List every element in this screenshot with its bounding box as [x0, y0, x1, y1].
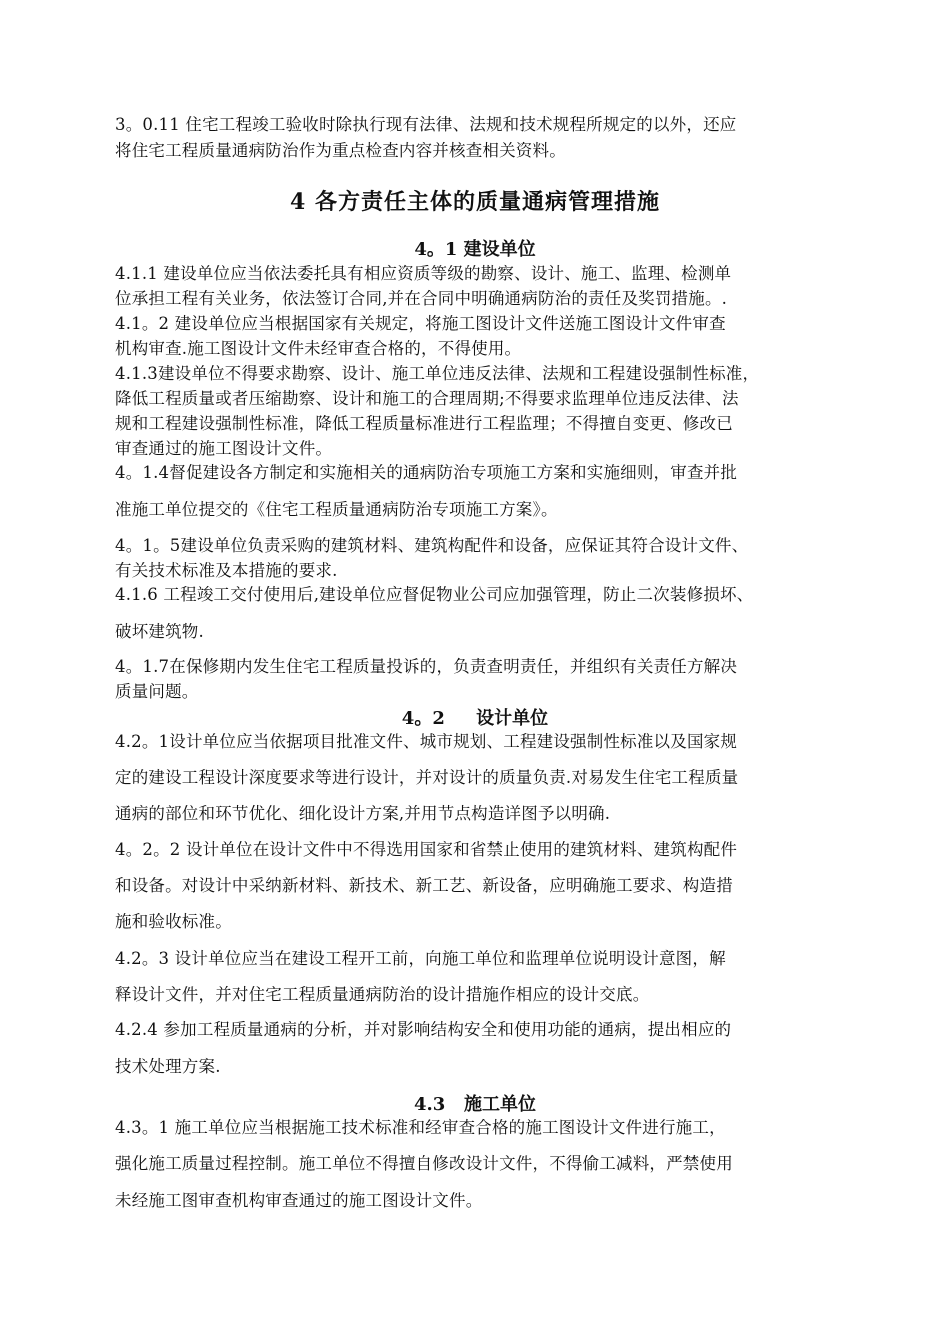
paragraph-line: 施和验收标准。 [115, 912, 232, 931]
paragraph-line: 4.3。1 施工单位应当根据施工技术标准和经审查合格的施工图设计文件进行施工， [115, 1118, 726, 1137]
paragraph-line: 4.1.6 工程竣工交付使用后,建设单位应督促物业公司应加强管理，防止二次装修损坏、 [115, 585, 754, 604]
paragraph-line: 降低工程质量或者压缩勘察、设计和施工的合理周期;不得要求监理单位违反法律、法 [115, 389, 739, 408]
paragraph-line: 4.2。1设计单位应当依据项目批准文件、城市规划、工程建设强制性标准以及国家规 [115, 732, 738, 751]
paragraph-line: 准施工单位提交的《住宅工程质量通病防治专项施工方案》。 [115, 500, 558, 519]
paragraph-line: 通病的部位和环节优化、细化设计方案,并用节点构造详图予以明确. [115, 804, 611, 823]
chapter-title: 4 各方责任主体的质量通病管理措施 [290, 189, 660, 215]
paragraph-line: 位承担工程有关业务，依法签订合同,并在合同中明确通病防治的责任及奖罚措施。. [115, 289, 728, 308]
paragraph-line: 破坏建筑物. [115, 622, 204, 641]
section-heading-4-1: 4。1 建设单位 [414, 239, 536, 260]
paragraph-line: 4。2。2 设计单位在设计文件中不得选用国家和省禁止使用的建筑材料、建筑构配件 [115, 840, 738, 859]
paragraph-line: 释设计文件，并对住宅工程质量通病防治的设计措施作相应的设计交底。 [115, 985, 650, 1004]
paragraph-line: 强化施工质量过程控制。施工单位不得擅自修改设计文件，不得偷工减料，严禁使用 [115, 1154, 733, 1173]
paragraph-line: 4。1。5建设单位负责采购的建筑材料、建筑构配件和设备，应保证其符合设计文件、 [115, 536, 749, 555]
intro-line-1: 3。0.11 住宅工程竣工验收时除执行现有法律、法规和技术规程所规定的以外，还应 [115, 115, 737, 134]
paragraph-line: 4.2.4 参加工程质量通病的分析，并对影响结构安全和使用功能的通病，提出相应的 [115, 1020, 732, 1039]
paragraph-line: 4.1。2 建设单位应当根据国家有关规定，将施工图设计文件送施工图设计文件审查 [115, 314, 726, 333]
section-heading-4-2: 4。2 设计单位 [401, 708, 549, 729]
paragraph-line: 4.1.1 建设单位应当依法委托具有相应资质等级的勘察、设计、施工、监理、检测单 [115, 264, 732, 283]
paragraph-line: 未经施工图审查机构审查通过的施工图设计文件。 [115, 1191, 483, 1210]
paragraph-line: 4。1.7在保修期内发生住宅工程质量投诉的，负责查明责任，并组织有关责任方解决 [115, 657, 738, 676]
paragraph-line: 质量问题。 [115, 682, 199, 701]
paragraph-line: 机构审查.施工图设计文件未经审查合格的，不得使用。 [115, 339, 522, 358]
paragraph-line: 4。1.4督促建设各方制定和实施相关的通病防治专项施工方案和实施细则，审查并批 [115, 463, 738, 482]
intro-line-2: 将住宅工程质量通病防治作为重点检查内容并核查相关资料。 [115, 141, 566, 160]
paragraph-line: 4.2。3 设计单位应当在建设工程开工前，向施工单位和监理单位说明设计意图，解 [115, 949, 726, 968]
paragraph-line: 审查通过的施工图设计文件。 [115, 439, 333, 458]
section-heading-4-3: 4.3 施工单位 [413, 1094, 537, 1115]
paragraph-line: 技术处理方案. [115, 1057, 221, 1076]
paragraph-line: 定的建设工程设计深度要求等进行设计，并对设计的质量负责.对易发生住宅工程质量 [115, 768, 739, 787]
paragraph-line: 有关技术标准及本措施的要求. [115, 561, 338, 580]
paragraph-line: 和设备。对设计中采纳新材料、新技术、新工艺、新设备，应明确施工要求、构造措 [115, 876, 733, 895]
paragraph-line: 4.1.3建设单位不得要求勘察、设计、施工单位违反法律、法规和工程建设强制性标准， [115, 364, 760, 383]
paragraph-line: 规和工程建设强制性标准，降低工程质量标准进行工程监理；不得擅自变更、修改已 [115, 414, 733, 433]
